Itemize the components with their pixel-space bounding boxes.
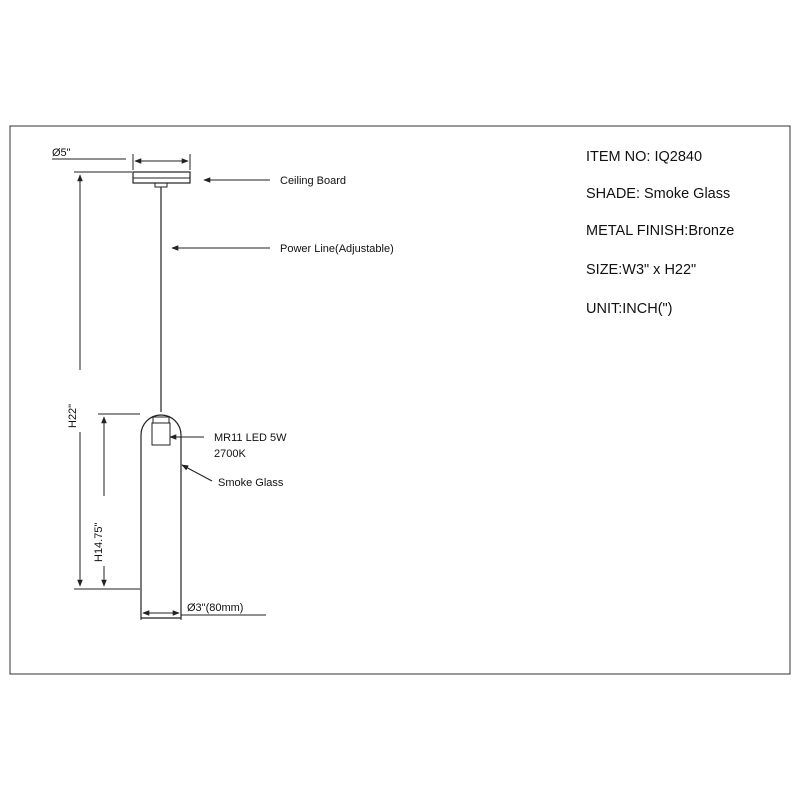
ceiling-board-callout: Ceiling Board <box>280 175 347 187</box>
socket <box>153 417 169 423</box>
led-bulb <box>152 423 170 445</box>
spec-item-no: ITEM NO: IQ2840 <box>586 149 703 165</box>
shade-callout: Smoke Glass <box>218 477 284 489</box>
spec-size: SIZE:W3" x H22" <box>586 262 697 278</box>
shade-leader <box>182 465 212 481</box>
total-height-label: H22" <box>67 403 79 428</box>
ceiling-board-mount <box>155 183 167 187</box>
bulb-callout-line1: MR11 LED 5W <box>214 432 287 444</box>
shade-diameter-label: Ø3"(80mm) <box>187 602 244 614</box>
power-line-callout: Power Line(Adjustable) <box>280 243 394 255</box>
spec-shade: SHADE: Smoke Glass <box>586 186 731 202</box>
bulb-callout-line2: 2700K <box>214 448 246 460</box>
drawing-border <box>10 126 790 674</box>
spec-metal-finish: METAL FINISH:Bronze <box>586 223 735 239</box>
shade-height-label: H14.75" <box>93 522 105 562</box>
spec-unit: UNIT:INCH(") <box>586 301 673 317</box>
top-diameter-label: Ø5" <box>52 147 71 159</box>
